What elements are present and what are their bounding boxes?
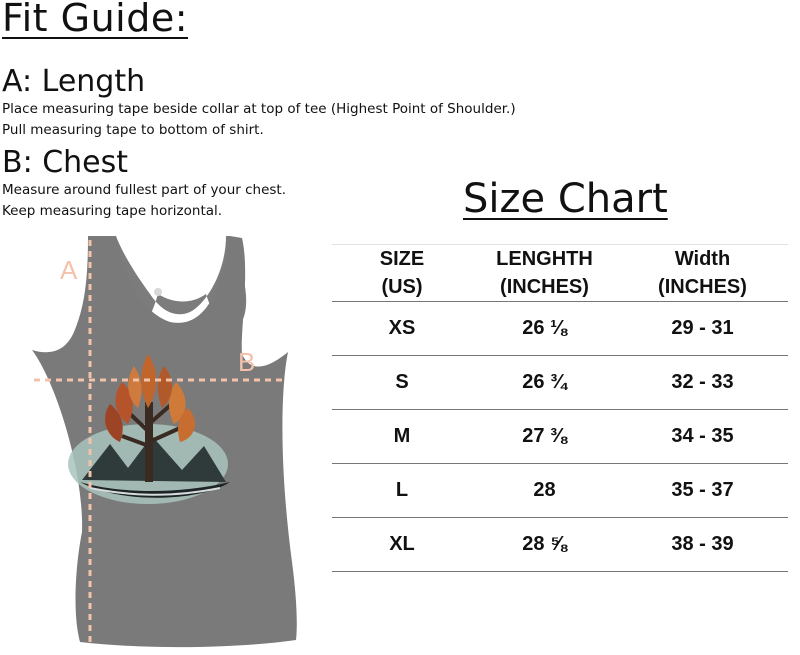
size-header-line1: SIZE [379, 248, 425, 270]
fit-guide-title: Fit Guide: [2, 0, 189, 40]
length-column-header [472, 245, 617, 302]
length-instructions [2, 99, 516, 141]
table-row [332, 410, 788, 464]
chest-instruction-1: Measure around fullest part of your chest. [2, 182, 286, 198]
length-instruction-1: Place measuring tape beside collar at top of tee (Highest Point of Shoulder.) [2, 101, 516, 117]
tank-top-diagram [30, 232, 330, 652]
size-chart-title: Size Chart [463, 176, 668, 222]
size-cell: M [332, 410, 472, 464]
size-header-line2: (US) [381, 276, 423, 298]
length-heading: A: Length [2, 64, 146, 99]
length-cell: 28 [472, 464, 617, 518]
width-header-line1: Width [674, 248, 731, 270]
width-header-line2: (INCHES) [658, 276, 747, 298]
length-header-line1: LENGHTH [496, 248, 593, 270]
size-column-header [332, 245, 472, 302]
width-column-header [617, 245, 788, 302]
width-cell: 38 - 39 [617, 518, 788, 572]
table-row [332, 518, 788, 572]
chest-instructions [2, 180, 286, 222]
size-cell: XL [332, 518, 472, 572]
tag-logo-icon [154, 288, 162, 296]
length-cell: 26 ¾ [472, 356, 617, 410]
length-instruction-2: Pull measuring tape to bottom of shirt. [2, 122, 264, 138]
table-row [332, 302, 788, 356]
length-header-line2: (INCHES) [500, 276, 589, 298]
size-cell: L [332, 464, 472, 518]
width-cell: 32 - 33 [617, 356, 788, 410]
width-cell: 29 - 31 [617, 302, 788, 356]
width-cell: 34 - 35 [617, 410, 788, 464]
chest-marker-label: B [238, 347, 256, 377]
length-cell: 26 ⅛ [472, 302, 617, 356]
size-cell: XS [332, 302, 472, 356]
table-row [332, 356, 788, 410]
length-marker-label: A [60, 255, 78, 285]
width-cell: 35 - 37 [617, 464, 788, 518]
chest-instruction-2: Keep measuring tape horizontal. [2, 203, 223, 219]
chest-heading: B: Chest [2, 145, 129, 180]
size-cell: S [332, 356, 472, 410]
length-cell: 28 ⅝ [472, 518, 617, 572]
table-row [332, 464, 788, 518]
size-chart-header-row [332, 245, 788, 302]
length-cell: 27 ⅜ [472, 410, 617, 464]
size-chart-table [332, 244, 788, 572]
